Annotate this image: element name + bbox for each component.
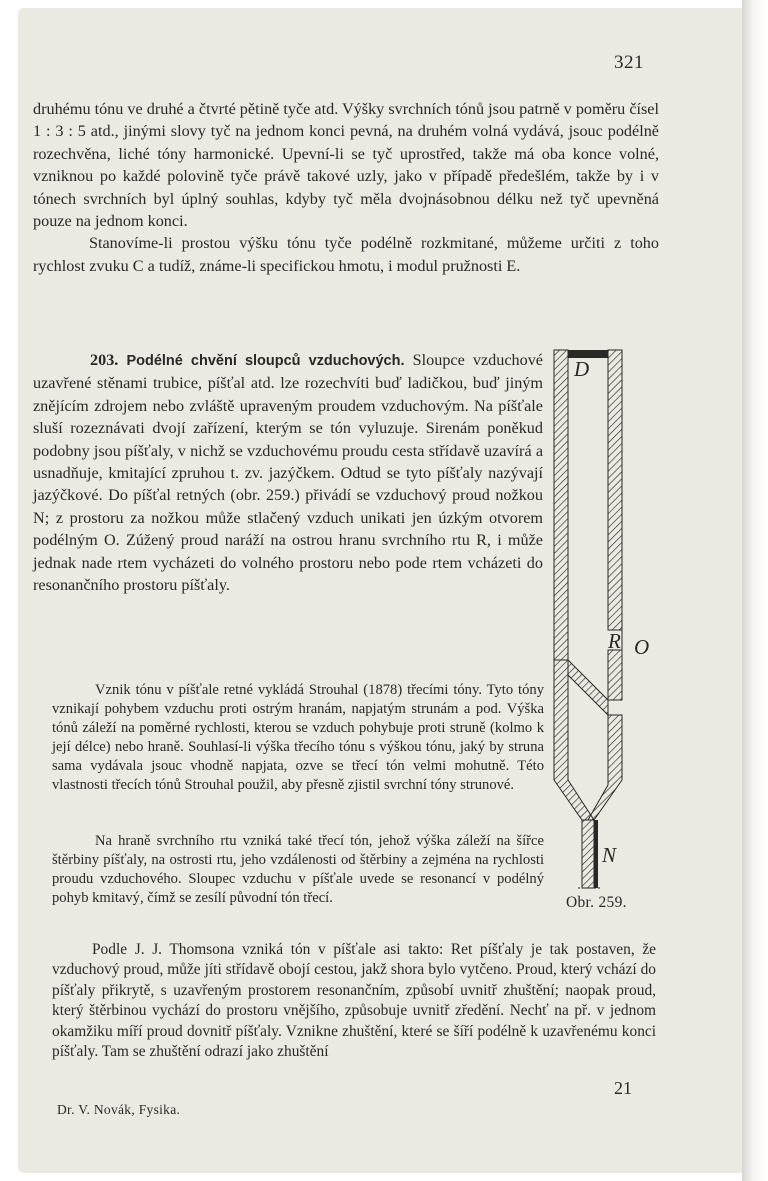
paragraph-pitch-measurement: Stanovíme-li prostou výšku tónu tyče podélně rozkmitané, můžeme určiti z toho rychlost zvuku C a tudíž, známe-li specifickou hmotu, i modul pružnosti E.: [33, 234, 659, 275]
section-number: 203.: [90, 351, 119, 369]
upper-lip: [568, 660, 608, 715]
footer-author-title: Dr. V. Novák, Fysika.: [57, 1102, 181, 1117]
smallprint-paragraph-2: Na hraně svrchního rtu vzniká také třecí tón, jehož výška záleží na šířce štěrbiny píšťaly, na ostrosti rtu, jeho vzdálenosti od štěrbiny a zejména na rychlosti proudu vzduchového. Sloupec vzduchu v píšťale uvede se resonancí v podélný pohyb kmitavý, čímž se zesílí původní tón třecí.: [52, 833, 544, 907]
pipe-foot-right: [594, 820, 598, 888]
foot-chamber-right: [588, 715, 622, 820]
section-203: [33, 349, 543, 596]
pipe-right-wall: [608, 350, 622, 630]
body-text-top: [33, 98, 659, 277]
paragraph-rod-harmonics: druhému tónu ve druhé a čtvrté pětině tyče atd. Výšky svrchních tónů jsou patrně v poměru čísel 1 : 3 : 5 atd., jinými slovy tyč na jednom konci pevná, na druhém volná vydává, jsouc podélně rozechvěna, liché tóny harmonické. Upevní-li se tyč uprostřed, takže má oba konce volné, vzniknou po každé polovině tyče právě takové uzly, jako v případě předešlém, takže by i v tónech svrchních byl úplný souhlas, kdyby tyč měla dvojnásobnou délku než tyč upevněná pouze na jednom konci.: [33, 100, 659, 231]
figure-label-D: D: [574, 357, 590, 381]
figure-label-O: O: [634, 635, 650, 659]
thomson-paragraph: [52, 940, 656, 1062]
smallprint-strouhal: [52, 681, 544, 796]
smallprint-paragraph-1: Vznik tónu v píšťale retné vykládá Strouhal (1878) třecími tóny. Tyto tóny vznikají pohybem vzduchu proti ostrým hranám, napjatým strunám a pod. Výška tónů záleží na poměrné rychlosti, kterou se vzduch pohybuje proti struně (kolmo k její délce) nebo hraně. Souhlasí-li výška třecího tónu s výškou tónu, jaký by struna sama vydávala jsouc vhodně napjata, ozve se třecí tón velmi mohutně. Této vlastnosti třecích tónů Strouhal použil, aby přesně zjistil svrchní tóny strunové.: [52, 682, 544, 794]
pipe-right-lower-wall: [608, 650, 622, 700]
page-number: 321: [614, 52, 644, 73]
smallprint-lip-tone: [52, 832, 544, 908]
organ-pipe-diagram: [548, 340, 668, 920]
figure-label-R: R: [608, 629, 621, 653]
figure-259-organ-pipe: [548, 340, 668, 920]
section-text: Sloupce vzduchové uzavřené stěnami trubice, píšťal atd. lze rozechvíti buď ladičkou, buď jiným znějícím zdrojem nebo zvláště upraveným proudem vzduchovým. Na píšťale sluší rozeznávati dvojí zařízení, kterým se tón vyluzuje. Sirenám poněkud podobny jsou píšťaly, v nichž se vzduchovému proudu cesta střídavě uzavírá a usnadňuje, kmitající zpruhou t. zv. jazýčkem. Odtud se tyto píšťaly nazývají jazýčkové. Do píšťal retných (obr. 259.) přivádí se vzduchový proud nožkou N; z prostoru za nožkou může stlačený vzduch unikati jen úzkým otvorem podélným O. Zúžený proud naráží na ostrou hranu svrchního rtu R, i může jednak nade rtem vycházeti do volného prostoru nebo pode rtem vcházeti do resonančního prostoru píšťaly.: [33, 351, 543, 595]
figure-label-N: N: [602, 843, 617, 867]
footer-signature: 21: [614, 1078, 632, 1098]
pipe-left-wall: [554, 350, 568, 660]
pipe-foot: [582, 820, 594, 888]
page-fold-shadow: [742, 0, 768, 1181]
thomson-text: Podle J. J. Thomsona vzniká tón v píšťale asi takto: Ret píšťaly je tak postaven, že vzduchový proud, může jíti střídavě obojí cestou, jakž shora bylo vytčeno. Proud, který vchází do píšťaly přikrytě, s uzavřeným prostorem resonančním, způsobí uvnitř zhuštění; naopak proud, který štěrbinou vychází do prostoru vnějšího, způsobuje uvnitř zředění. Nechť na př. v jednom okamžiku míří proud dovnitř píšťaly. Vznikne zhuštění, které se šíří podélně k uzavřenému konci píšťaly. Tam se zhuštění odrazí jako zhuštění: [52, 941, 656, 1061]
figure-caption: Obr. 259.: [566, 894, 627, 911]
section-heading: Podélné chvění sloupců vzduchových.: [126, 353, 405, 369]
